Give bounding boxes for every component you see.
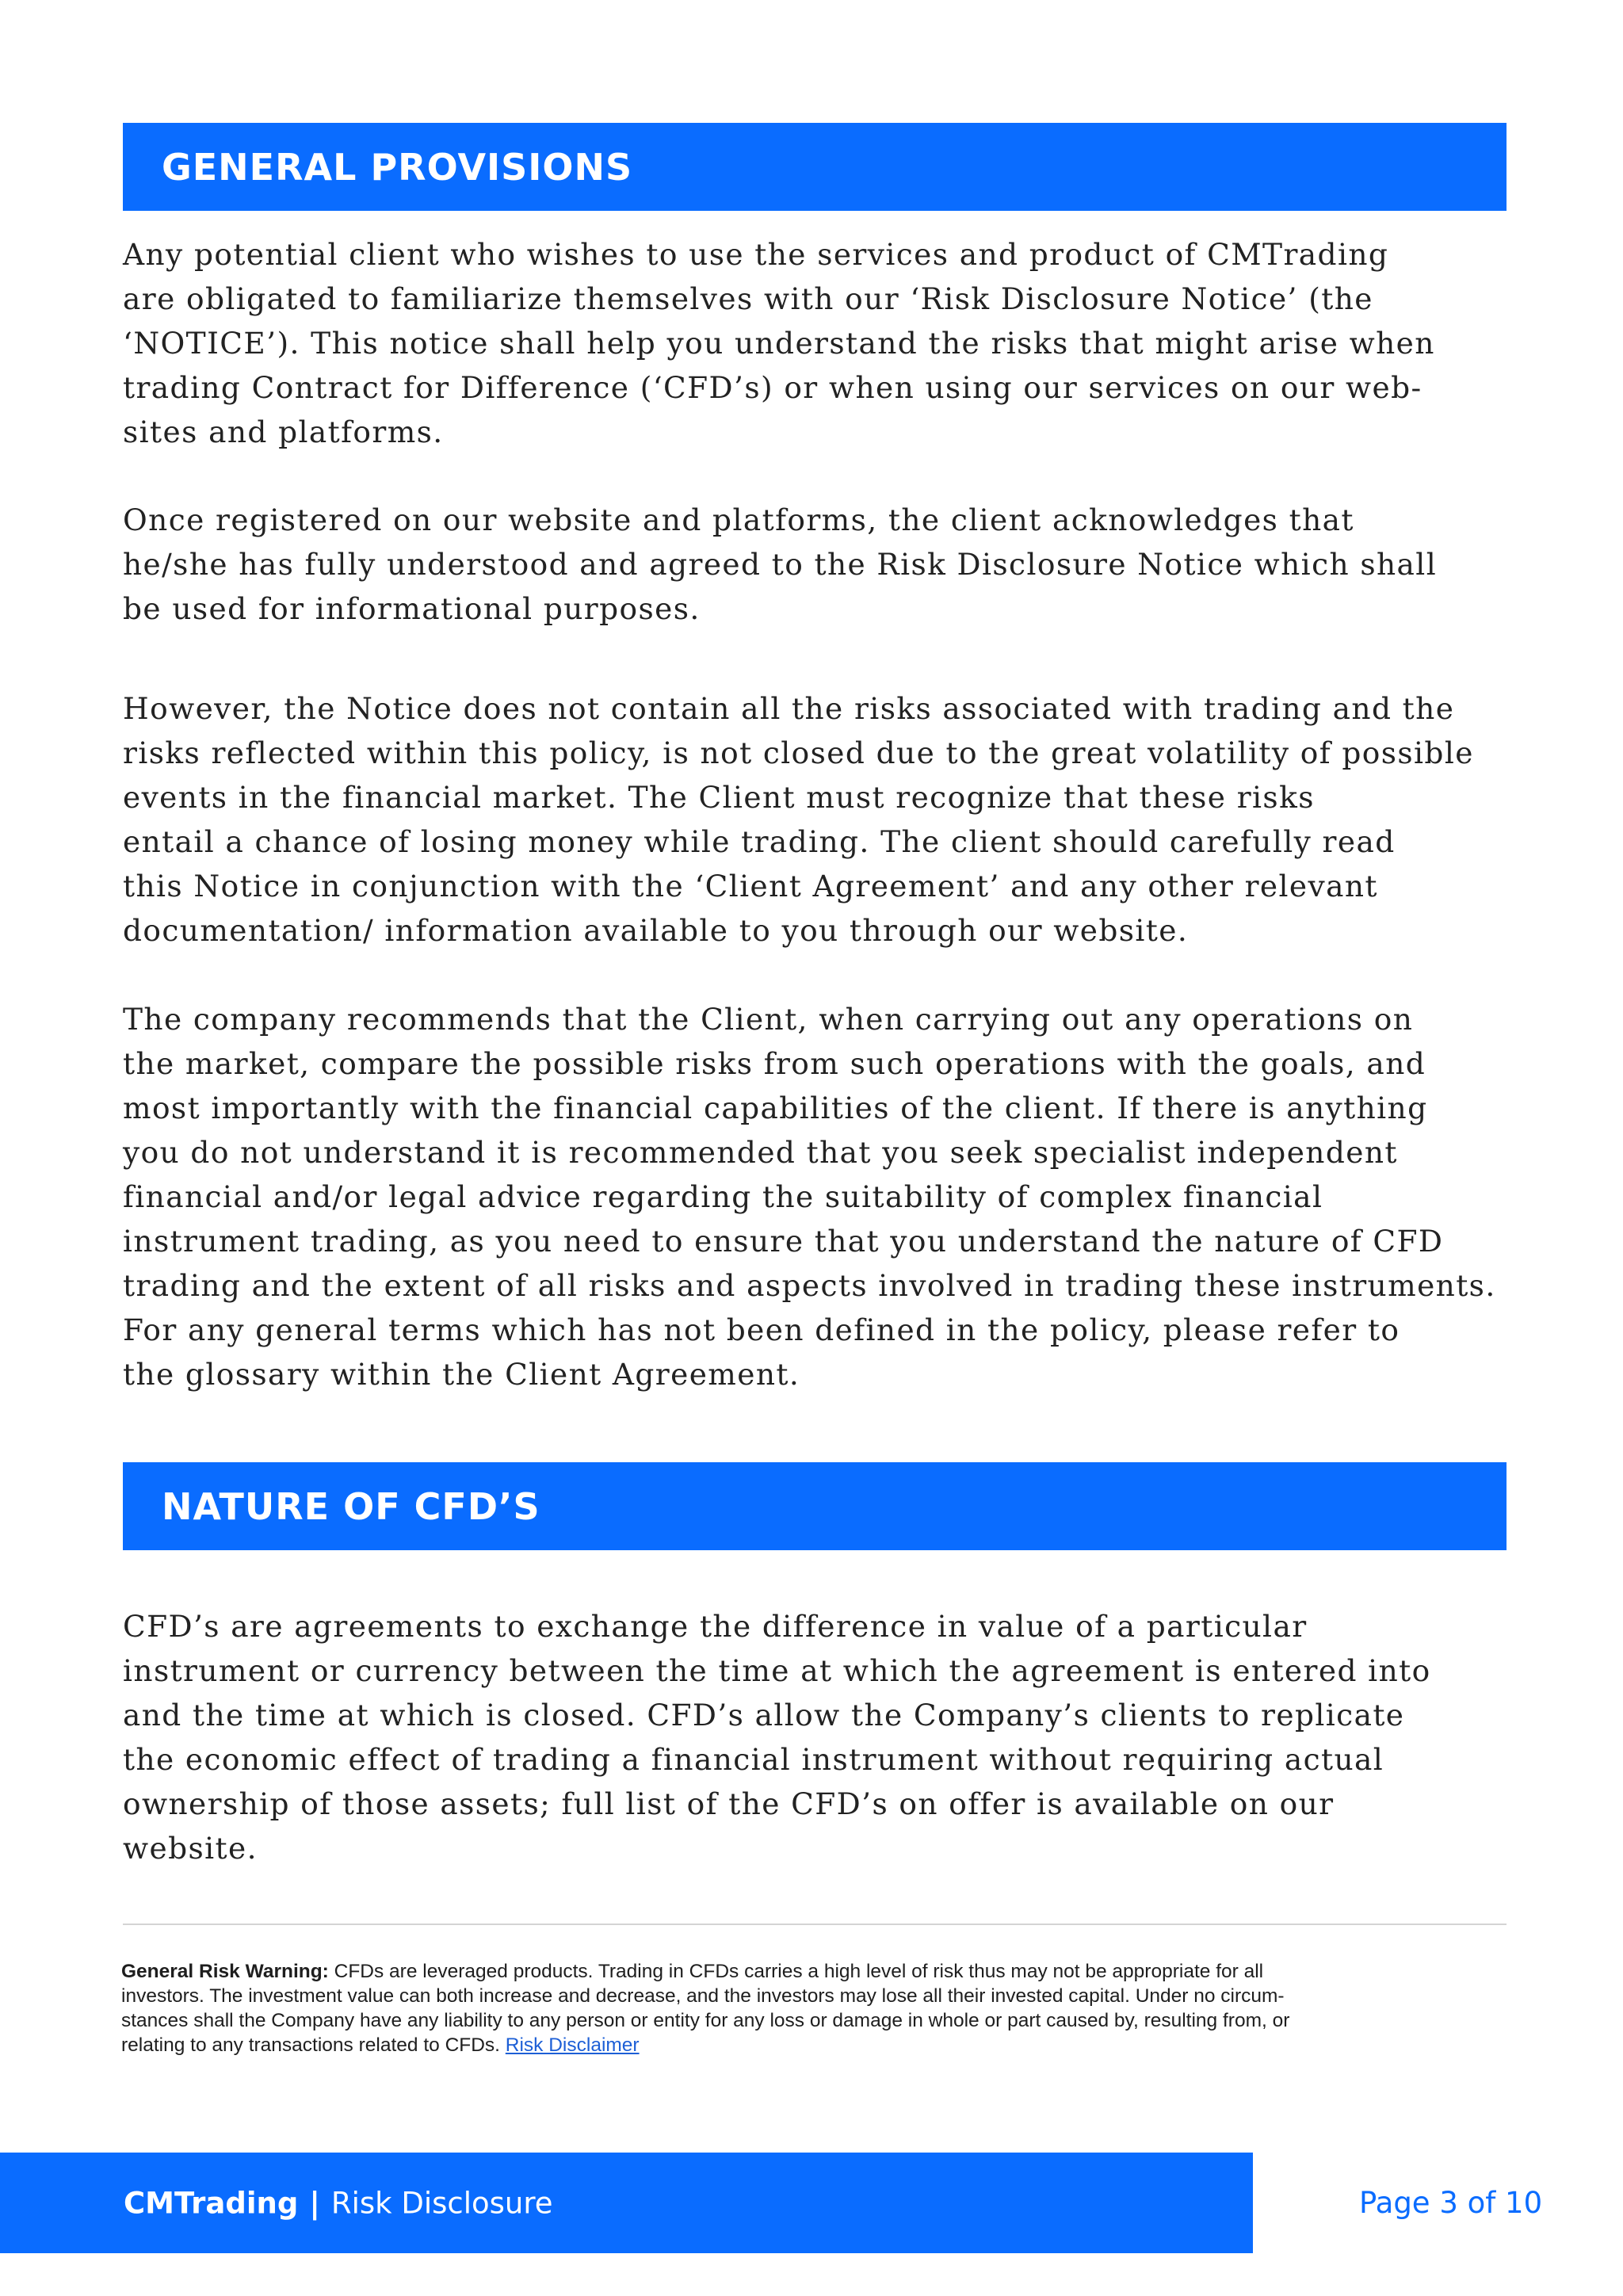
- risk-warning-lead: General Risk Warning:: [121, 1961, 329, 1982]
- text-line: However, the Notice does not contain all the risks associated with trading and the: [123, 691, 1455, 726]
- section-title: GENERAL PROVISIONS: [162, 145, 633, 189]
- text-line: instrument trading, as you need to ensure that you understand the nature of CFD: [123, 1224, 1444, 1259]
- risk-disclaimer-link[interactable]: Risk Disclaimer: [505, 2034, 640, 2056]
- risk-warning-text: CFDs are leveraged products. Trading in CFDs carries a high level of risk thus may not be appropriate for all: [328, 1961, 1264, 1982]
- risk-warning-line: investors. The investment value can both increase and decrease, and the investors may lose all their invested capital. Under no circum-: [121, 1985, 1285, 2007]
- paragraph: [123, 498, 1541, 631]
- text-line: be used for informational purposes.: [123, 591, 701, 626]
- risk-warning-line: stances shall the Company have any liability to any person or entity for any loss or damage in whole or part caused by, resulting from, or: [121, 2010, 1290, 2031]
- risk-warning-line: [121, 2033, 1516, 2057]
- text-line: Any potential client who wishes to use the services and product of CMTrading: [123, 237, 1389, 272]
- text-line: The company recommends that the Client, when carrying out any operations on: [123, 1002, 1414, 1037]
- text-line: the glossary within the Client Agreement.: [123, 1357, 800, 1392]
- text-line: the market, compare the possible risks from such operations with the goals, and: [123, 1046, 1426, 1081]
- text-line: he/she has fully understood and agreed to the Risk Disclosure Notice which shall: [123, 547, 1438, 582]
- text-line: and the time at which is closed. CFD’s allow the Company’s clients to replicate: [123, 1698, 1405, 1733]
- text-line: trading Contract for Difference (‘CFD’s) or when using our services on our web-: [123, 370, 1423, 405]
- paragraph: [123, 997, 1541, 1396]
- text-line: Once registered on our website and platforms, the client acknowledges that: [123, 502, 1354, 537]
- text-line: instrument or currency between the time at which the agreement is entered into: [123, 1653, 1431, 1688]
- text-line: risks reflected within this policy, is not closed due to the great volatility of possible: [123, 735, 1474, 770]
- text-line: most importantly with the financial capabilities of the client. If there is anything: [123, 1091, 1428, 1125]
- text-line: the economic effect of trading a financial instrument without requiring actual: [123, 1742, 1384, 1777]
- text-line: financial and/or legal advice regarding the suitability of complex financial: [123, 1179, 1323, 1214]
- text-line: documentation/ information available to you through our website.: [123, 913, 1189, 948]
- text-line: you do not understand it is recommended that you seek specialist independent: [123, 1135, 1398, 1170]
- text-line: sites and platforms.: [123, 415, 444, 449]
- risk-warning-text: relating to any transactions related to CFDs.: [121, 2034, 506, 2056]
- nature-of-cfds-header: [123, 1462, 1507, 1550]
- divider: [123, 1924, 1507, 1925]
- footer-title: [124, 2186, 553, 2220]
- paragraph: [123, 1604, 1541, 1870]
- risk-warning-line: [121, 1959, 1516, 1984]
- text-line: trading and the extent of all risks and aspects involved in trading these instruments.: [123, 1268, 1496, 1303]
- footer-doc-title: Risk Disclosure: [330, 2186, 553, 2220]
- footer-bar: [0, 2153, 1253, 2253]
- text-line: this Notice in conjunction with the ‘Client Agreement’ and any other relevant: [123, 869, 1378, 904]
- text-line: events in the financial market. The Client must recognize that these risks: [123, 780, 1315, 815]
- general-provisions-header: [123, 123, 1507, 211]
- page-number: Page 3 of 10: [1359, 2186, 1543, 2220]
- text-line: ownership of those assets; full list of the CFD’s on offer is available on our: [123, 1786, 1335, 1821]
- risk-warning: [121, 1959, 1516, 2057]
- paragraph: [123, 686, 1541, 953]
- text-line: entail a chance of losing money while trading. The client should carefully read: [123, 824, 1396, 859]
- paragraph: [123, 232, 1541, 454]
- footer-brand: CMTrading: [124, 2186, 299, 2220]
- text-line: ‘NOTICE’). This notice shall help you understand the risks that might arise when: [123, 326, 1435, 361]
- footer-separator: |: [309, 2186, 320, 2220]
- text-line: CFD’s are agreements to exchange the difference in value of a particular: [123, 1609, 1308, 1644]
- text-line: For any general terms which has not been defined in the policy, please refer to: [123, 1312, 1400, 1347]
- text-line: are obligated to familiarize themselves with our ‘Risk Disclosure Notice’ (the: [123, 281, 1373, 316]
- text-line: website.: [123, 1831, 258, 1866]
- section-title: NATURE OF CFD’S: [162, 1484, 540, 1528]
